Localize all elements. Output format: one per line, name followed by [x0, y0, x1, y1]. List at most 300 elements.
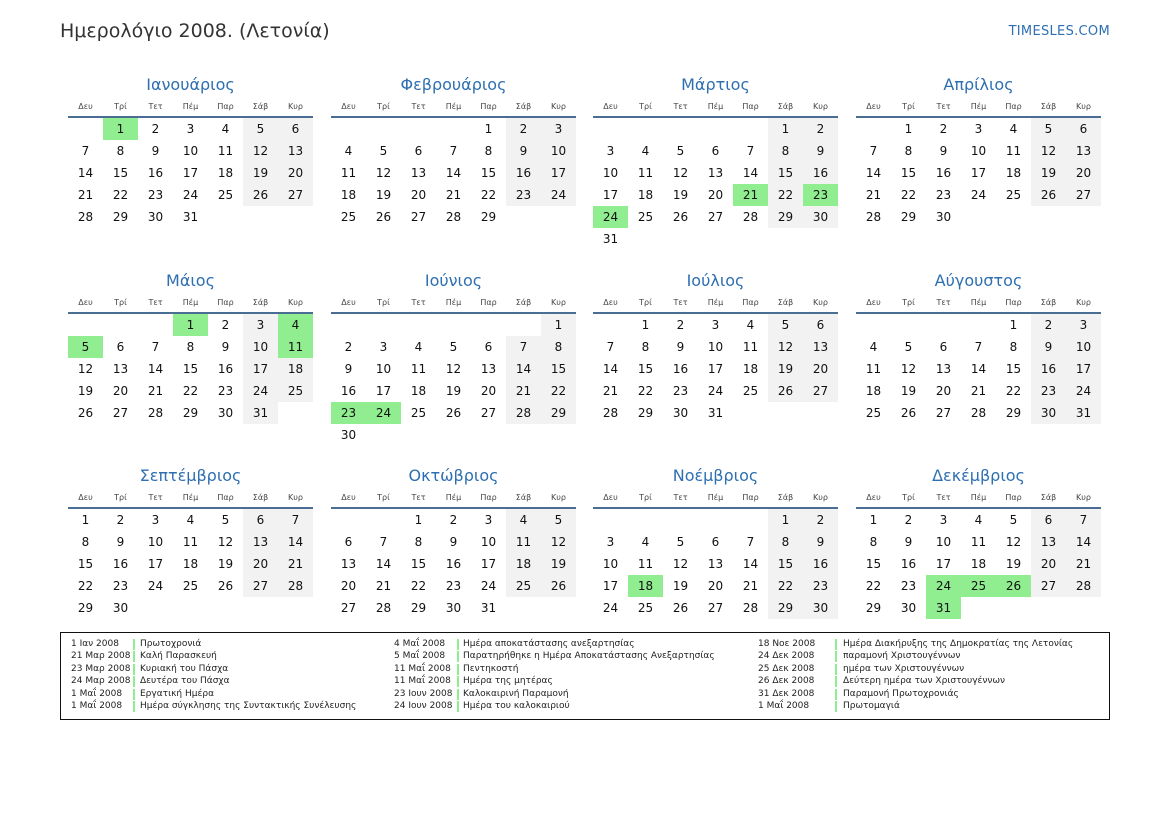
day-cell: 18: [182, 557, 199, 571]
day-cell: 7: [606, 340, 615, 354]
weekday-label: Τρί: [114, 298, 127, 307]
weekday-label: Κυρ: [288, 493, 303, 502]
day-cell: 16: [506, 162, 541, 184]
holiday-date: 21 Μαρ 2008: [71, 651, 131, 662]
legend-row: [394, 663, 519, 675]
day-cell: 13: [935, 362, 952, 376]
day-cell: 11: [340, 166, 357, 180]
day-cell: 12: [1031, 140, 1066, 162]
day-cell: 13: [707, 166, 724, 180]
weekday-header: [593, 489, 838, 509]
day-cell: 5: [243, 118, 278, 140]
weekday-label: Κυρ: [1076, 493, 1091, 502]
day-cell: 12: [445, 362, 462, 376]
month-name: Δεκέμβριος: [932, 466, 1025, 485]
holiday-day-cell: 11: [278, 336, 313, 358]
weekday-label: Τετ: [411, 102, 426, 111]
weekday-label: Κυρ: [551, 493, 566, 502]
holiday-marker: [835, 651, 837, 662]
day-cell: 6: [711, 535, 720, 549]
empty-cell: [138, 314, 173, 336]
day-cell: 20: [112, 384, 129, 398]
weekday-label: Πέμ: [707, 298, 724, 307]
day-cell: 20: [278, 162, 313, 184]
day-cell: 18: [340, 188, 357, 202]
day-cell: 18: [1005, 166, 1022, 180]
weekday-label: Σάβ: [252, 298, 269, 307]
weekday-label: Τετ: [411, 493, 426, 502]
weekday-label: Πέμ: [970, 493, 987, 502]
empty-cell: [366, 509, 401, 531]
weekday-label: Δευ: [603, 102, 618, 111]
day-cell: 16: [445, 557, 462, 571]
day-cell: 7: [746, 535, 755, 549]
day-cell: 20: [1031, 553, 1066, 575]
day-cell: 1: [81, 513, 90, 527]
weekday-header: [593, 294, 838, 314]
day-cell: 12: [768, 336, 803, 358]
month-block: [593, 74, 838, 250]
holiday-marker: [133, 664, 135, 675]
day-cell: 4: [344, 144, 353, 158]
holiday-day-cell: 4: [278, 314, 313, 336]
day-cell: 4: [641, 535, 650, 549]
day-cell: 11: [217, 144, 234, 158]
day-cell: 23: [672, 384, 689, 398]
day-cell: 23: [900, 579, 917, 593]
weekday-label: Κυρ: [813, 298, 828, 307]
month-block: [856, 74, 1101, 228]
holiday-day-cell: 1: [103, 118, 138, 140]
empty-cell: [698, 118, 733, 140]
holiday-date: 23 Ιουν 2008: [394, 688, 453, 699]
day-cell: 8: [484, 144, 493, 158]
day-cell: 15: [77, 557, 94, 571]
day-cell: 8: [768, 140, 803, 162]
day-cell: 11: [1005, 144, 1022, 158]
empty-cell: [698, 509, 733, 531]
empty-cell: [593, 509, 628, 531]
day-cell: 9: [676, 340, 685, 354]
day-cell: 25: [742, 384, 759, 398]
weekday-label: Τετ: [936, 493, 951, 502]
day-cell: 9: [344, 362, 353, 376]
day-cell: 24: [707, 384, 724, 398]
weekday-label: Τρί: [902, 102, 915, 111]
day-cell: 25: [182, 579, 199, 593]
day-cell: 26: [672, 601, 689, 615]
weekday-label: Σάβ: [1040, 102, 1057, 111]
weekday-label: Δευ: [78, 493, 93, 502]
month-block: [331, 270, 576, 446]
day-cell: 2: [939, 122, 948, 136]
weekday-label: Πέμ: [445, 493, 462, 502]
day-cell: 7: [1066, 509, 1101, 531]
day-cell: 31: [243, 402, 278, 424]
day-cell: 21: [77, 188, 94, 202]
day-cell: 4: [1009, 122, 1018, 136]
day-cell: 23: [217, 384, 234, 398]
day-cell: 5: [768, 314, 803, 336]
day-cell: 19: [900, 384, 917, 398]
day-cell: 13: [112, 362, 129, 376]
day-cell: 18: [410, 384, 427, 398]
holiday-name: Πρωτομαγιά: [843, 700, 900, 711]
day-cell: 28: [1066, 575, 1101, 597]
holiday-name: Ημέρα αποκατάστασης ανεξαρτησίας: [463, 639, 635, 649]
day-cell: 26: [672, 210, 689, 224]
holiday-date: 11 Μαΐ 2008: [394, 663, 451, 674]
weekday-label: Σάβ: [252, 102, 269, 111]
holiday-marker: [835, 689, 837, 700]
day-cell: 13: [278, 140, 313, 162]
empty-cell: [593, 314, 628, 336]
day-cell: 23: [506, 184, 541, 206]
month-name: Ιούνιος: [424, 271, 483, 290]
day-cell: 8: [904, 144, 913, 158]
holiday-date: 5 Μαΐ 2008: [394, 651, 446, 662]
month-block: [593, 465, 838, 619]
day-cell: 14: [742, 166, 759, 180]
day-cell: 10: [541, 140, 576, 162]
legend-row: [71, 650, 217, 662]
weekday-label: Παρ: [1005, 102, 1022, 111]
day-cell: 18: [217, 166, 234, 180]
day-cell: 24: [970, 188, 987, 202]
day-cell: 25: [637, 210, 654, 224]
day-cell: 23: [112, 579, 129, 593]
weekday-label: Πέμ: [182, 493, 199, 502]
month-name: Μάρτιος: [681, 75, 750, 94]
day-cell: 15: [637, 362, 654, 376]
day-cell: 10: [602, 557, 619, 571]
day-cell: 7: [278, 509, 313, 531]
day-cell: 28: [742, 210, 759, 224]
day-cell: 21: [375, 579, 392, 593]
day-cell: 14: [445, 166, 462, 180]
day-cell: 12: [375, 166, 392, 180]
day-cell: 28: [970, 406, 987, 420]
empty-cell: [593, 118, 628, 140]
day-cell: 1: [768, 509, 803, 531]
weekday-label: Σάβ: [252, 493, 269, 502]
weekday-label: Τετ: [673, 102, 688, 111]
day-cell: 7: [506, 336, 541, 358]
weekday-label: Κυρ: [288, 102, 303, 111]
day-cell: 14: [375, 557, 392, 571]
day-cell: 1: [869, 513, 878, 527]
weekday-label: Παρ: [742, 102, 759, 111]
weekday-label: Δευ: [866, 493, 881, 502]
weekday-label: Πέμ: [970, 298, 987, 307]
day-cell: 29: [768, 597, 803, 619]
empty-cell: [103, 314, 138, 336]
holiday-marker: [835, 701, 837, 712]
day-cell: 22: [541, 380, 576, 402]
month-name: Ιούλιος: [686, 271, 745, 290]
day-cell: 23: [803, 575, 838, 597]
holiday-day-cell: 25: [961, 575, 996, 597]
day-cell: 9: [221, 340, 230, 354]
day-cell: 3: [974, 122, 983, 136]
holiday-date: 1 Μαΐ 2008: [758, 700, 810, 711]
day-cell: 22: [768, 184, 803, 206]
day-cell: 15: [541, 358, 576, 380]
weekday-label: Κυρ: [1076, 298, 1091, 307]
weekday-label: Δευ: [603, 493, 618, 502]
day-cell: 8: [1009, 340, 1018, 354]
day-cell: 12: [1005, 535, 1022, 549]
day-cell: 28: [147, 406, 164, 420]
holiday-name: Παραμονή Πρωτοχρονιάς: [843, 688, 959, 699]
day-cell: 6: [1066, 118, 1101, 140]
day-cell: 26: [77, 406, 94, 420]
day-cell: 29: [410, 601, 427, 615]
day-cell: 7: [81, 144, 90, 158]
day-cell: 27: [1031, 575, 1066, 597]
day-cell: 29: [541, 402, 576, 424]
day-cell: 7: [746, 144, 755, 158]
day-cell: 3: [484, 513, 493, 527]
holiday-name: Πρωτοχρονιά: [140, 639, 202, 649]
day-cell: 14: [602, 362, 619, 376]
day-cell: 17: [707, 362, 724, 376]
holiday-name: παραμονή Χριστουγέννων: [843, 651, 961, 662]
day-cell: 19: [375, 188, 392, 202]
day-cell: 11: [865, 362, 882, 376]
day-cell: 10: [707, 340, 724, 354]
empty-cell: [68, 314, 103, 336]
weekday-label: Τρί: [114, 493, 127, 502]
holiday-day-cell: 18: [628, 575, 663, 597]
day-cell: 18: [970, 557, 987, 571]
holiday-marker: [133, 639, 135, 650]
holiday-day-cell: 23: [331, 402, 366, 424]
day-cell: 13: [410, 166, 427, 180]
day-cell: 6: [116, 340, 125, 354]
holiday-name: Δευτέρα του Πάσχα: [140, 676, 230, 687]
day-cell: 5: [1031, 118, 1066, 140]
empty-cell: [366, 314, 401, 336]
weekday-label: Πέμ: [707, 493, 724, 502]
day-cell: 30: [1031, 402, 1066, 424]
day-cell: 12: [541, 531, 576, 553]
day-cell: 2: [1031, 314, 1066, 336]
weekday-label: Παρ: [480, 102, 497, 111]
day-cell: 16: [900, 557, 917, 571]
day-grid: [331, 314, 576, 446]
day-grid: [593, 118, 838, 250]
day-grid: [593, 509, 838, 619]
day-cell: 29: [112, 210, 129, 224]
empty-cell: [926, 314, 961, 336]
day-cell: 16: [217, 362, 234, 376]
weekday-label: Κυρ: [551, 102, 566, 111]
holiday-date: 23 Μαρ 2008: [71, 663, 131, 674]
holiday-date: 1 Ιαν 2008: [71, 639, 119, 649]
day-cell: 31: [707, 406, 724, 420]
holiday-marker: [457, 639, 459, 650]
day-cell: 18: [742, 362, 759, 376]
holiday-date: 24 Ιουν 2008: [394, 700, 453, 711]
holiday-marker: [133, 701, 135, 712]
weekday-label: Τρί: [639, 493, 652, 502]
holiday-name: Δεύτερη ημέρα των Χριστουγέννων: [843, 676, 1006, 687]
legend-row: [71, 663, 229, 675]
holiday-date: 31 Δεκ 2008: [758, 688, 815, 699]
day-cell: 13: [1031, 531, 1066, 553]
day-cell: 30: [445, 601, 462, 615]
legend-row: [394, 638, 635, 650]
day-cell: 4: [641, 144, 650, 158]
day-cell: 29: [900, 210, 917, 224]
day-cell: 14: [147, 362, 164, 376]
day-cell: 1: [484, 122, 493, 136]
day-cell: 14: [1066, 531, 1101, 553]
day-cell: 17: [970, 166, 987, 180]
holiday-name: Ημέρα της μητέρας: [463, 676, 553, 687]
day-cell: 9: [151, 144, 160, 158]
weekday-label: Σάβ: [777, 493, 794, 502]
empty-cell: [961, 314, 996, 336]
day-cell: 4: [414, 340, 423, 354]
day-cell: 9: [116, 535, 125, 549]
day-cell: 2: [676, 318, 685, 332]
weekday-label: Πέμ: [182, 102, 199, 111]
day-cell: 8: [869, 535, 878, 549]
day-cell: 8: [186, 340, 195, 354]
weekday-label: Σάβ: [777, 298, 794, 307]
day-cell: 19: [1031, 162, 1066, 184]
day-cell: 27: [707, 210, 724, 224]
empty-cell: [733, 118, 768, 140]
holiday-date: 4 Μαΐ 2008: [394, 639, 446, 649]
day-cell: 27: [410, 210, 427, 224]
day-cell: 28: [602, 406, 619, 420]
weekday-label: Τρί: [114, 102, 127, 111]
empty-cell: [506, 314, 541, 336]
day-grid: [68, 118, 313, 228]
holiday-date: 25 Δεκ 2008: [758, 663, 815, 674]
weekday-label: Τρί: [377, 298, 390, 307]
weekday-label: Δευ: [341, 298, 356, 307]
day-cell: 29: [77, 601, 94, 615]
day-cell: 26: [243, 184, 278, 206]
day-cell: 11: [410, 362, 427, 376]
day-cell: 25: [1005, 188, 1022, 202]
day-cell: 30: [147, 210, 164, 224]
day-cell: 3: [606, 535, 615, 549]
day-cell: 11: [742, 340, 759, 354]
day-cell: 29: [768, 206, 803, 228]
day-cell: 17: [375, 384, 392, 398]
weekday-label: Κυρ: [813, 102, 828, 111]
day-cell: 10: [602, 166, 619, 180]
weekday-label: Τετ: [936, 102, 951, 111]
day-cell: 9: [803, 531, 838, 553]
day-cell: 13: [1066, 140, 1101, 162]
month-block: [593, 270, 838, 424]
day-cell: 4: [974, 513, 983, 527]
holiday-date: 26 Δεκ 2008: [758, 676, 815, 687]
day-cell: 14: [742, 557, 759, 571]
day-cell: 13: [340, 557, 357, 571]
day-cell: 15: [768, 162, 803, 184]
day-cell: 15: [865, 557, 882, 571]
day-cell: 22: [637, 384, 654, 398]
day-cell: 9: [939, 144, 948, 158]
day-cell: 16: [672, 362, 689, 376]
empty-cell: [471, 314, 506, 336]
day-cell: 17: [935, 557, 952, 571]
day-cell: 21: [506, 380, 541, 402]
month-block: [68, 74, 313, 228]
page-title: Ημερολόγιο 2008. (Λετονία): [60, 20, 330, 42]
month-name: Ιανουάριος: [146, 75, 235, 94]
day-cell: 15: [112, 166, 129, 180]
weekday-label: Τρί: [639, 102, 652, 111]
day-cell: 17: [243, 358, 278, 380]
day-cell: 2: [221, 318, 230, 332]
day-cell: 26: [768, 380, 803, 402]
day-cell: 3: [151, 513, 160, 527]
day-cell: 22: [1005, 384, 1022, 398]
day-cell: 22: [900, 188, 917, 202]
legend-row: [71, 675, 230, 687]
day-cell: 28: [77, 210, 94, 224]
weekday-label: Κυρ: [288, 298, 303, 307]
day-grid: [68, 314, 313, 424]
day-cell: 18: [637, 188, 654, 202]
legend-row: [71, 700, 357, 712]
day-cell: 17: [480, 557, 497, 571]
weekday-label: Παρ: [1005, 298, 1022, 307]
month-name: Φεβρουάριος: [400, 75, 507, 94]
day-cell: 28: [742, 601, 759, 615]
weekday-header: [331, 98, 576, 118]
day-cell: 30: [803, 597, 838, 619]
day-cell: 22: [410, 579, 427, 593]
day-cell: 15: [182, 362, 199, 376]
weekday-label: Πέμ: [970, 102, 987, 111]
day-cell: 8: [414, 535, 423, 549]
day-cell: 25: [506, 575, 541, 597]
day-cell: 27: [1066, 184, 1101, 206]
day-grid: [593, 314, 838, 424]
day-cell: 2: [344, 340, 353, 354]
empty-cell: [401, 314, 436, 336]
day-cell: 22: [768, 575, 803, 597]
day-cell: 25: [637, 601, 654, 615]
holiday-name: Κυριακή του Πάσχα: [140, 663, 229, 674]
day-cell: 31: [182, 210, 199, 224]
day-cell: 2: [803, 509, 838, 531]
day-cell: 31: [602, 232, 619, 246]
site-link[interactable]: TIMESLES.COM: [1008, 24, 1110, 39]
day-cell: 12: [217, 535, 234, 549]
day-cell: 3: [379, 340, 388, 354]
weekday-label: Τρί: [902, 298, 915, 307]
day-cell: 1: [904, 122, 913, 136]
month-block: [331, 465, 576, 619]
weekday-label: Τρί: [639, 298, 652, 307]
day-cell: 27: [803, 380, 838, 402]
day-cell: 17: [602, 579, 619, 593]
day-cell: 16: [147, 166, 164, 180]
day-cell: 3: [541, 118, 576, 140]
weekday-label: Σάβ: [515, 102, 532, 111]
day-cell: 23: [935, 188, 952, 202]
